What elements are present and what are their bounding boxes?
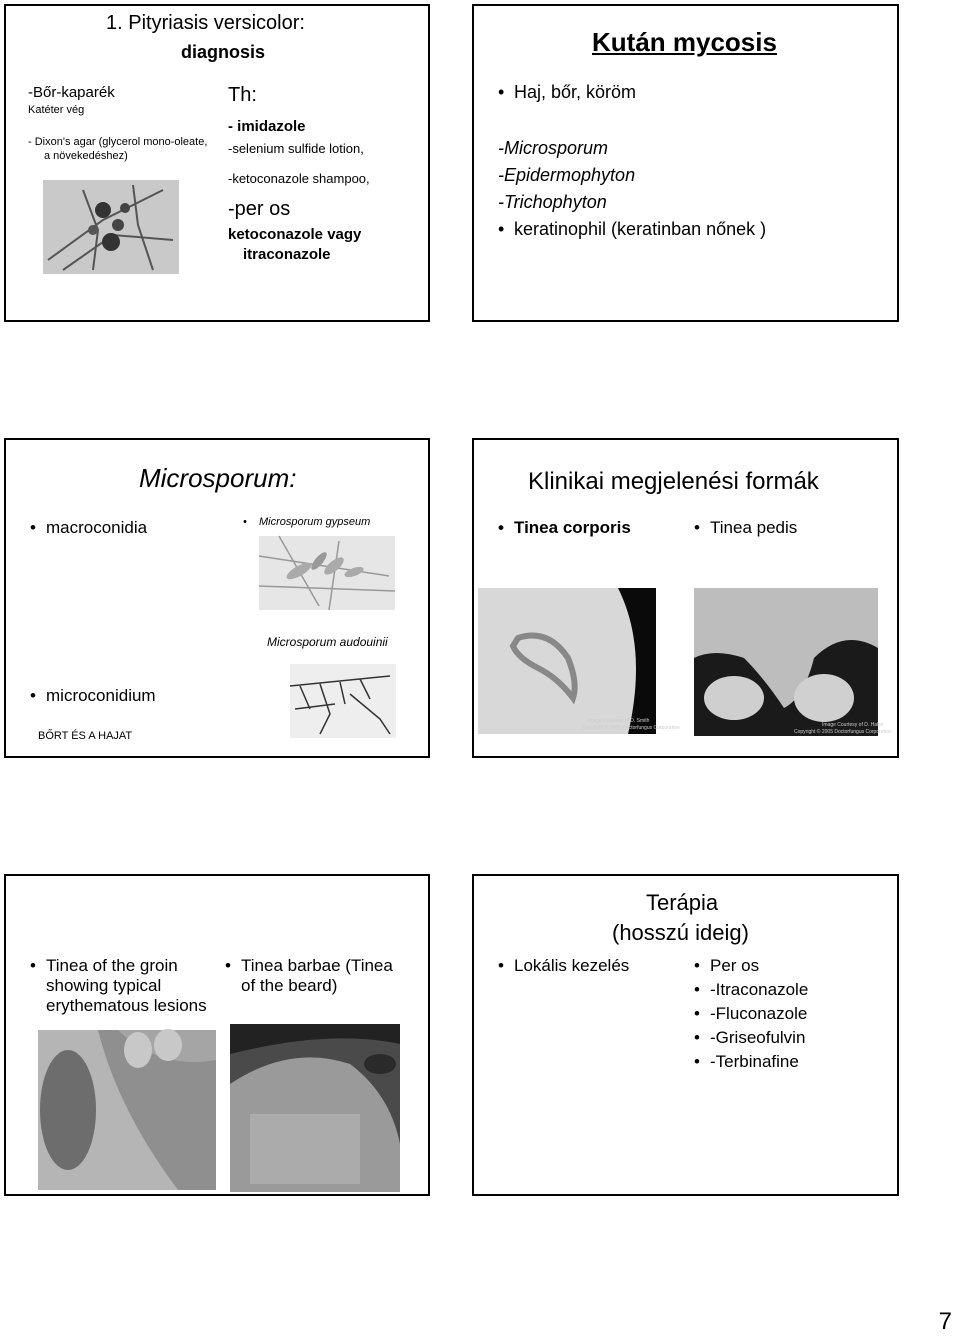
bullet-itraconazole: • -Itraconazole	[710, 980, 808, 1000]
page-number: 7	[938, 1308, 952, 1335]
bullet-lokalis-kezeles: • Lokális kezelés	[514, 956, 629, 976]
bullet-terbinafine: • -Terbinafine	[710, 1052, 799, 1072]
bullet-keratinophil: • keratinophil (keratinban nőnek )	[514, 219, 766, 240]
bullet-per-os: • Per os	[710, 956, 759, 976]
microscopy-image	[43, 180, 179, 274]
bullet-tinea-groin-3: erythematous lesions	[46, 996, 207, 1015]
genus-epidermophyton: -Epidermophyton	[498, 165, 636, 185]
therapy-line-5: ketoconazole vagy	[228, 226, 362, 243]
bullet-tinea-barbae-1: • Tinea barbae (Tinea	[241, 956, 393, 976]
bullet-fluconazole: • -Fluconazole	[710, 1004, 807, 1024]
genus-trichophyton: -Trichophyton	[498, 192, 607, 212]
tinea-pedis-image	[694, 588, 892, 736]
slide-title: 1. Pityriasis versicolor:	[106, 12, 305, 34]
therapy-line-2: -selenium sulfide lotion,	[228, 141, 364, 156]
slide-tinea-groin-barbae	[4, 874, 430, 1196]
bullet-tinea-groin-1: • Tinea of the groin	[46, 956, 178, 976]
therapy-line-1: - imidazole	[228, 118, 306, 135]
bullet-tinea-corporis: • Tinea corporis	[514, 518, 631, 538]
therapy-line-6: itraconazole	[243, 246, 331, 263]
sample-line-1: -Bőr-kaparék	[28, 84, 115, 101]
tinea-corporis-image	[478, 588, 680, 734]
tinea-barbae-image	[230, 1024, 400, 1192]
slide-pityriasis-versicolor	[4, 4, 430, 322]
tinea-groin-image	[38, 1030, 216, 1190]
slide-title: Kután mycosis	[592, 27, 777, 57]
therapy-line-4: -per os	[228, 198, 291, 220]
bullet-tinea-barbae-2: of the beard)	[241, 976, 338, 995]
bullet-griseofulvin: • -Griseofulvin	[710, 1028, 805, 1048]
gypseum-image	[259, 536, 395, 610]
groin-photo	[38, 1030, 216, 1190]
slide-terapia	[472, 874, 899, 1196]
audouinii-image	[290, 664, 396, 738]
slide-microsporum	[4, 438, 430, 758]
slide-title-line-1: Terápia	[646, 890, 719, 915]
slide-title-line-2: (hosszú ideig)	[612, 920, 749, 945]
bullet-tinea-pedis: • Tinea pedis	[710, 518, 797, 538]
hyphae-drawing	[43, 180, 179, 274]
therapy-heading: Th:	[228, 84, 257, 106]
microconidia-drawing	[290, 664, 396, 738]
genus-microsporum: -Microsporum	[498, 138, 609, 158]
sample-line-4: a növekedéshez)	[44, 150, 128, 162]
slide-klinikai-formak	[472, 438, 899, 758]
bullet-microsporum-gypseum: • Microsporum gypseum	[259, 516, 370, 529]
barbae-photo	[230, 1024, 400, 1192]
bullet-tinea-groin-2: showing typical	[46, 976, 162, 995]
pedis-photo	[694, 588, 892, 736]
macroconidia-drawing	[259, 536, 395, 610]
sample-line-2: Katéter vég	[28, 104, 85, 116]
corporis-credit-2: Copyright © 2005 Doctorfungus Corporation	[582, 725, 680, 731]
corporis-photo	[478, 588, 680, 734]
pedis-credit-1: Image Courtesy of D. Haller	[822, 722, 884, 728]
slide-kutan-mycosis	[472, 4, 899, 322]
caption-audouinii: Microsporum audouinii	[267, 635, 388, 649]
bullet-microconidium: • microconidium	[46, 686, 156, 706]
slide-title: Microsporum:	[139, 463, 297, 493]
bullet-macroconidia: • macroconidia	[46, 518, 147, 538]
slide-title: Klinikai megjelenési formák	[528, 468, 819, 495]
corporis-credit-1: Image Courtesy of D. Smith	[588, 718, 650, 724]
bullet-haj-bor-korom: • Haj, bőr, köröm	[514, 82, 636, 103]
therapy-line-3: -ketoconazole shampoo,	[228, 171, 370, 186]
slide-subtitle: diagnosis	[181, 42, 266, 62]
footer-bort-es-hajat: BŐRT ÉS A HAJAT	[38, 730, 133, 742]
pedis-credit-2: Copyright © 2005 Doctorfungus Corporation	[794, 729, 892, 735]
sample-line-3: - Dixon's agar (glycerol mono-oleate,	[28, 136, 208, 148]
